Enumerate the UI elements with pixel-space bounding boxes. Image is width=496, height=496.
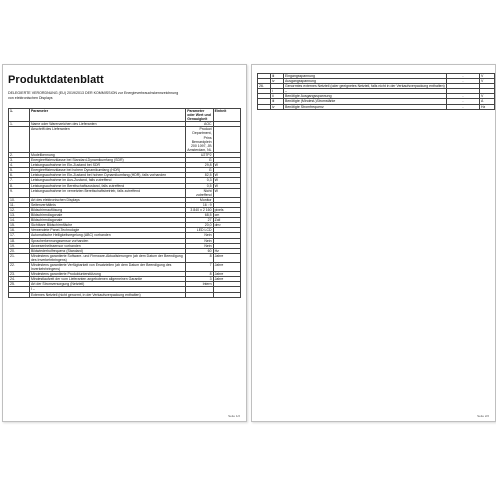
row-number: 18. <box>9 238 30 243</box>
row-value: - <box>447 94 480 99</box>
datasheet-page-2 <box>251 64 496 422</box>
row-parameter: Benötigte Ausgangsspannung <box>284 94 447 99</box>
row-unit: V <box>480 79 495 84</box>
table-row <box>9 292 241 297</box>
row-number: 25. <box>9 282 30 287</box>
row-parameter: Leistungsaufnahme im Ein-Zustand bei SDR <box>29 163 185 168</box>
row-value: Intern <box>186 282 213 287</box>
header-unit: Einheit <box>213 109 240 122</box>
row-parameter: Spracherkennungssensor vorhanden <box>29 238 185 243</box>
row-value: 16 : 9 <box>186 202 213 207</box>
table-row <box>258 104 495 109</box>
row-number: 19. <box>9 243 30 248</box>
row-number <box>9 292 30 297</box>
row-subindex: iii <box>271 74 284 79</box>
table-row <box>9 253 241 262</box>
row-parameter: I – <box>29 287 185 292</box>
header-value: Parameter oder Wert und Genauigkeit <box>186 109 213 122</box>
regulation-intro: DELEGIERTE VERORDNUNG (EU) 2019/2013 DER KOMMISSION zur Energieverbrauchskennzeichnung von elektronischen Displays <box>8 91 179 100</box>
row-parameter: Bildschirmdiagonale <box>29 213 185 218</box>
row-number: 22. <box>9 263 30 272</box>
row-value: AOC <box>186 122 213 127</box>
row-unit <box>213 292 240 297</box>
row-unit: W <box>213 173 240 178</box>
row-number: 2. <box>9 152 30 157</box>
page-footer: Seite 1/2 <box>228 414 240 418</box>
row-number: 1. <box>9 122 30 127</box>
row-value: Product Department, Prins Bernardplein 200 1097, JB Amsterdam, NL <box>187 127 212 152</box>
table-row <box>9 173 241 178</box>
row-unit: V <box>480 94 495 99</box>
row-number: 12. <box>9 207 30 212</box>
row-value: LED LCD <box>186 228 213 233</box>
row-number: 5. <box>9 168 30 173</box>
table-row <box>9 188 241 197</box>
row-value: Nein <box>186 243 213 248</box>
row-value: 7 <box>186 263 213 272</box>
row-parameter: Anschrift des Lieferanten <box>29 127 185 153</box>
row-number: 26. <box>258 84 271 89</box>
row-parameter: Sichtbare Bildschirmfläche <box>29 223 185 228</box>
power-supply-table <box>257 73 495 110</box>
row-value: G <box>186 168 213 173</box>
row-number: 14. <box>9 218 30 223</box>
row-number: 8. <box>9 183 30 188</box>
row-unit: Jahre <box>213 277 240 282</box>
row-number: 11. <box>9 202 30 207</box>
row-value: - <box>447 74 480 79</box>
row-subindex: iv <box>271 79 284 84</box>
row-parameter: Energieeffizienzklasse bei Standard-Dynamikumfang (SDR) <box>29 158 185 163</box>
row-parameter: Art der Stromversorgung (Netzteil) <box>29 282 185 287</box>
row-parameter: Benötigte Stromfrequenz <box>284 104 447 109</box>
row-parameter: Mindestens garantierte Software- und Firmware-Aktualisierungen (ab dem Datum der Beendigung des Inverkehrbringens) <box>29 253 185 262</box>
row-value: Nicht zutreffend <box>186 188 213 197</box>
datasheet-page-1 <box>2 64 247 422</box>
row-parameter: Genormtes externes Netzteil (oder geeignetes Netzteil, falls nicht in der Verkaufsverpackung enthalten) <box>285 84 445 89</box>
row-parameter: Modellkennung <box>29 152 185 157</box>
row-parameter: Leistungsaufnahme im Bereitschaftszustand, falls zutreffend <box>29 183 185 188</box>
row-unit: Jahre <box>213 253 240 262</box>
row-number: 17. <box>9 233 30 238</box>
row-unit: Hz <box>213 248 240 253</box>
row-unit: pixels <box>213 207 240 212</box>
header-parameter: Parameter <box>29 109 185 122</box>
row-number: 9. <box>9 188 30 197</box>
row-value: 8 <box>186 253 213 262</box>
row-value: 68,5 <box>186 213 213 218</box>
row-parameter: Leistungsaufnahme im vernetzten Bereitschaftsbetrieb, falls zutreffend <box>29 188 185 197</box>
row-number: 21. <box>9 253 30 262</box>
page-title: Produktdatenblatt <box>8 74 104 86</box>
row-unit: cm <box>213 213 240 218</box>
row-parameter: Energieeffizienzklasse bei hohem Dynamikumfang (HDR) <box>29 168 185 173</box>
row-parameter: Eingangsspannung <box>284 74 447 79</box>
row-parameter: Leistungsaufnahme im Aus-Zustand, falls zutreffend <box>29 178 185 183</box>
row-number: 3. <box>9 158 30 163</box>
row-parameter: Verwendete Panel-Technologie <box>29 228 185 233</box>
row-parameter: Bildschirmauflösung <box>29 207 185 212</box>
row-value: 20,0 <box>186 223 213 228</box>
table-row <box>9 263 241 272</box>
row-value: 82,5 <box>186 173 213 178</box>
row-unit: Jahre <box>213 263 240 272</box>
row-value: 3 840 x 2 160 <box>186 207 213 212</box>
row-value: U27P2 <box>186 152 213 157</box>
row-value: G <box>186 158 213 163</box>
row-value: 27 <box>186 218 213 223</box>
row-value: 3 <box>186 277 213 282</box>
row-number: 10. <box>9 197 30 202</box>
row-value: 8 <box>186 272 213 277</box>
row-value: Nein <box>186 233 213 238</box>
row-subindex: i <box>271 89 284 94</box>
row-unit: dm² <box>213 223 240 228</box>
row-parameter: Externes Netzteil (nicht genormt, in der Verkaufsverpackung enthalten) <box>29 292 185 297</box>
row-parameter: – <box>284 89 447 94</box>
row-parameter: Leistungsaufnahme im Ein-Zustand bei hohem Dynamikumfang (HDR), falls vorhanden <box>29 173 185 178</box>
row-number: 24. <box>9 277 30 282</box>
row-number: 7. <box>9 178 30 183</box>
row-parameter: Anwesenheitssensor vorhanden <box>29 243 185 248</box>
row-parameter: Bildwiederholfrequenz (Standard) <box>29 248 185 253</box>
row-value: - <box>447 99 480 104</box>
row-unit: W <box>213 188 240 197</box>
row-parameter: Art des elektronischen Displays <box>29 197 185 202</box>
row-parameter: Mindestens garantierte Verfügbarkeit von Ersatzteilen (ab dem Datum der Beendigung des Inverkehrbringens) <box>29 263 185 272</box>
row-unit: Hz <box>480 104 495 109</box>
row-parameter: Ausgangsspannung <box>284 79 447 84</box>
row-value: 0,5 <box>186 183 213 188</box>
row-unit: Jahre <box>213 272 240 277</box>
row-value: - <box>447 104 480 109</box>
row-number: 16. <box>9 228 30 233</box>
row-parameter: Seitenverhältnis <box>29 202 185 207</box>
row-subindex: iv <box>271 104 284 109</box>
row-number <box>258 104 271 109</box>
row-number: 20. <box>9 248 30 253</box>
row-value: Nein <box>186 238 213 243</box>
row-value: Monitor <box>186 197 213 202</box>
product-data-table <box>8 108 241 298</box>
row-number: 4. <box>9 163 30 168</box>
row-unit: Zoll <box>213 218 240 223</box>
row-subindex: iii <box>271 99 284 104</box>
row-value: - <box>447 79 480 84</box>
row-unit <box>213 127 240 153</box>
row-number: 6. <box>9 173 30 178</box>
table-header-row <box>9 109 241 122</box>
row-parameter: Mindestens garantierte Produktunterstützung <box>29 272 185 277</box>
row-unit: A <box>480 99 495 104</box>
row-number: 13. <box>9 213 30 218</box>
row-number: 15. <box>9 223 30 228</box>
row-number: 23. <box>9 272 30 277</box>
row-unit: V <box>480 74 495 79</box>
row-unit: W <box>213 178 240 183</box>
row-parameter: Mindestlaufzeit der vom Lieferanten angebotenen allgemeinen Garantie <box>29 277 185 282</box>
row-parameter: Benötigte (Mindest-)Stromstärke <box>284 99 447 104</box>
row-value <box>186 292 213 297</box>
row-subindex: ii <box>271 94 284 99</box>
row-value: 0,3 <box>186 178 213 183</box>
row-parameter: Bildschirmdiagonale <box>29 218 185 223</box>
row-unit: W <box>213 163 240 168</box>
row-value: 29,8 <box>186 163 213 168</box>
row-value: 60 <box>186 248 213 253</box>
table-row <box>9 127 241 153</box>
page-footer: Seite 2/2 <box>477 414 489 418</box>
header-number: 1. <box>9 109 30 122</box>
row-parameter: Name oder Warenzeichen des Lieferanten <box>29 122 185 127</box>
row-unit: W <box>213 183 240 188</box>
row-number <box>9 127 30 153</box>
row-parameter: Automatische Helligkeitsregelung (ABC) vorhanden <box>29 233 185 238</box>
